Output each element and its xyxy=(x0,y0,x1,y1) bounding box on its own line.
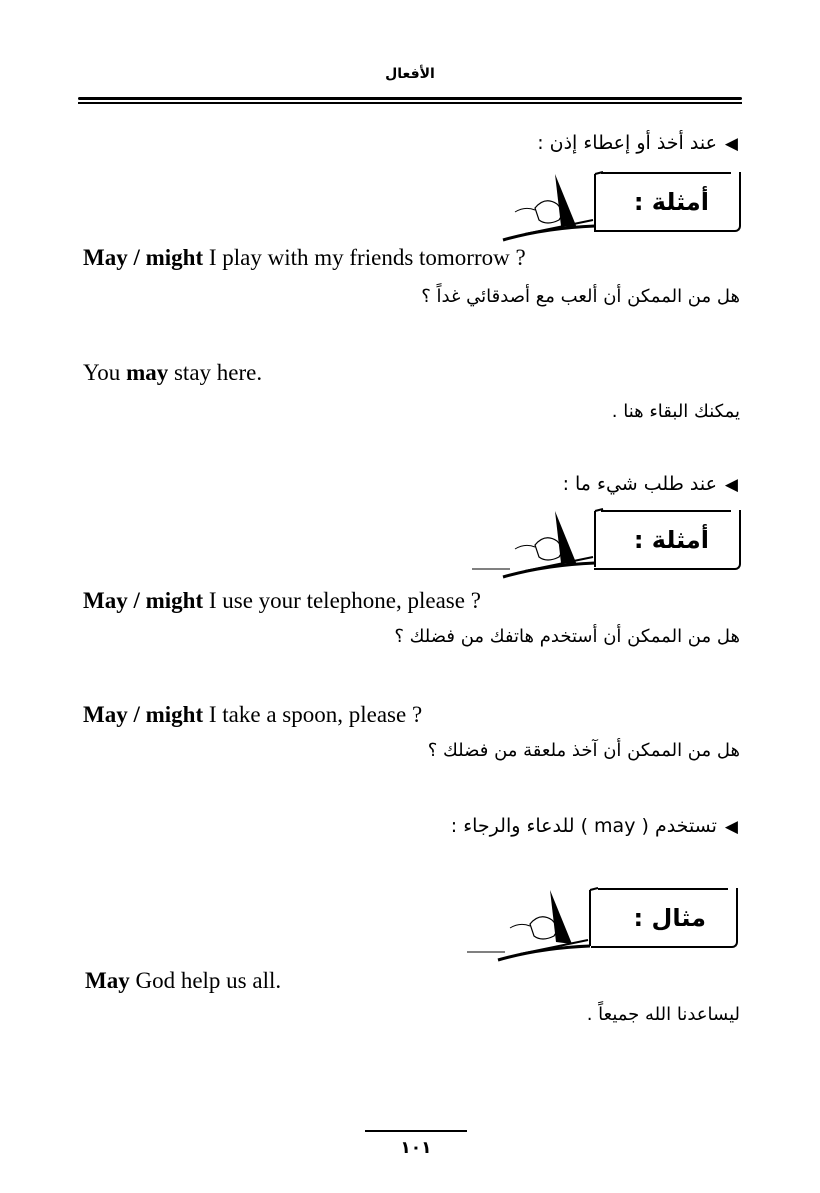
footer-rule xyxy=(365,1130,467,1132)
examples-label-box xyxy=(594,510,741,570)
example-translation-4: هل من الممكن أن آخذ ملعقة من فضلك ؟ xyxy=(427,740,740,761)
page-header-title: الأفعال xyxy=(385,66,435,82)
triangle-bullet-icon: ◀ xyxy=(724,817,738,837)
example-translation-3: هل من الممكن أن أستخدم هاتفك من فضلك ؟ xyxy=(394,626,740,647)
example-sentence-5: May God help us all. xyxy=(85,968,282,993)
examples-label: أمثلة : xyxy=(633,526,709,554)
example-sentence-4: May / might I take a spoon, please ? xyxy=(83,702,423,727)
page-number: ١٠١ xyxy=(400,1138,432,1158)
example-label: مثال : xyxy=(633,904,706,932)
example-sentence-1: May / might I play with my friends tomorrow ? xyxy=(83,245,526,270)
example-sentence-2: You may stay here. xyxy=(83,360,263,385)
triangle-bullet-icon: ◀ xyxy=(724,475,738,495)
example-label-box xyxy=(591,888,738,948)
triangle-bullet-icon: ◀ xyxy=(724,134,738,154)
header-rule-thin xyxy=(78,102,742,104)
example-translation-5: ليساعدنا الله جميعاً . xyxy=(586,1004,740,1025)
example-translation-2: يمكنك البقاء هنا . xyxy=(611,401,740,422)
example-sentence-3: May / might I use your telephone, please ? xyxy=(83,588,481,613)
example-translation-1: هل من الممكن أن ألعب مع أصدقائي غداً ؟ xyxy=(421,286,740,307)
examples-label-box xyxy=(594,172,741,232)
writing-hand-icon xyxy=(495,168,605,248)
writing-hand-icon xyxy=(465,884,600,969)
section-heading: ◀عند طلب شيء ما : xyxy=(562,473,738,495)
section-heading: ◀تستخدم ( may ) للدعاء والرجاء : xyxy=(450,815,738,837)
writing-hand-icon xyxy=(470,505,605,585)
examples-label: أمثلة : xyxy=(633,188,709,216)
header-rule xyxy=(78,97,742,100)
section-heading: ◀عند أخذ أو إعطاء إذن : xyxy=(537,132,738,154)
